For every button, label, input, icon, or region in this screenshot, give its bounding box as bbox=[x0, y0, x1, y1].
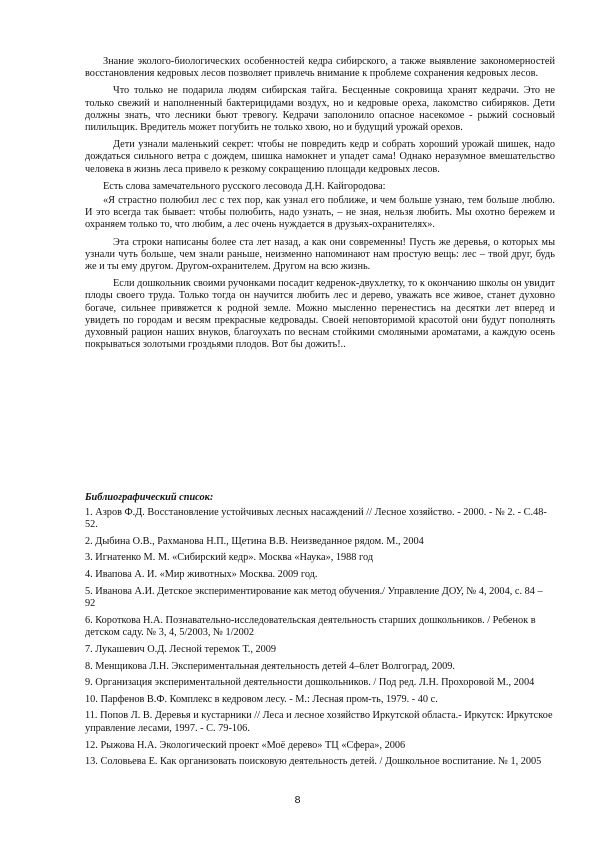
paragraph-taiga: Что только не подарила людям сибирская тайга. Бесценные сокровища хранят кедрачи. Это не только свежий и наполненный бактерицидами воздух, но и кедровые ореха, лакомство сибиряков. Дети должны знать, что лесники бьют тревогу. Кедрачи заполонило опасное насекомое - рыжий сосновый пилильщик. Вредитель может погубить не только хвою, но и будущий урожай орехов. bbox=[85, 85, 555, 134]
bibliography-item: 8. Менщикова Л.Н. Экспериментальная деятельность детей 4–6лет Волгоград, 2009. bbox=[85, 660, 455, 672]
bibliography-item: 7. Лукашевич О.Д. Лесной теремок Т., 2009 bbox=[85, 643, 277, 655]
bibliography-item: 12. Рыжова Н.А. Экологический проект «Моё дерево» ТЦ «Сфера», 2006 bbox=[85, 739, 406, 751]
bibliography-item: 10. Парфенов В.Ф. Комплекс в кедровом лесу. - М.: Лесная пром-ть, 1979. - 40 с. bbox=[85, 693, 438, 705]
paragraph-quote: «Я страстно полюбил лес с тех пор, как узнал его поближе, и чем больше узнаю, тем больше люблю. И это всегда так бывает: чтобы полюбить, надо узнать, – не зная, нельзя любить. Мы охотно бережем и охраняем только то, что любим, а лес очень нуждается в друзьях-охранителях». bbox=[85, 195, 555, 231]
bibliography-title: Библиографический список: bbox=[85, 492, 214, 503]
bibliography-item: 5. Иванова А.И. Детское экспериментирование как метод обучения./ Управление ДОУ, № 4, 2004, с. 84 – 92 bbox=[85, 585, 543, 610]
paragraph-lines-written: Эта строки написаны более ста лет назад, а как они современны! Пусть же деревья, о которых мы узнали чуть больше, чем знали раньше, неизменно напоминают нам простую вещь: лес – твой друг, будь же и ты ему другом. Другом-охранителем. Другом на всю жизнь. bbox=[85, 236, 555, 273]
bibliography-item: 4. Ивапова А. И. «Мир животных» Москва. 2009 год. bbox=[85, 568, 318, 580]
body-text bbox=[85, 56, 555, 356]
bibliography-item: 2. Дыбина О.В., Рахманова Н.П., Щетина В.В. Неизведанное рядом. М., 2004 bbox=[85, 535, 424, 547]
bibliography-item: 11. Попов Л. В. Деревья и кустарники // Леса и лесное хозяйство Иркутской областа.- Иркутск: Иркутское управление лесами, 1997. - С. 79-106. bbox=[85, 710, 553, 734]
bibliography bbox=[85, 492, 555, 773]
page-number: 8 bbox=[294, 794, 301, 806]
bibliography-list bbox=[85, 507, 555, 769]
paragraph-quote-intro: Есть слова замечательного русского лесовода Д.Н. Кайгородова: bbox=[103, 180, 386, 192]
bibliography-item: 9. Организация экспериментальной деятельности дошкольников. / Под ред. Л.Н. Прохоровой М., 2004 bbox=[85, 677, 535, 689]
bibliography-item: 3. Игнатенко М. М. «Сибирский кедр». Москва «Наука», 1988 год bbox=[85, 552, 374, 564]
paragraph-secret: Дети узнали маленький секрет: чтобы не повредить кедр и собрать хороший урожай шишек, надо дождаться сильного ветра с дождем, шишка намокнет и упадет сама! Однако неразумное вмешательство человека в жизнь леса привело к резкому сокращению площади кедровых лесов. bbox=[85, 139, 555, 175]
paragraph-intro: Знание эколого-биологических особенностей кедра сибирского, а также выявление закономерностей восстановления кедровых лесов позволяет привлечь внимание к проблеме сохранения кедровых лесов. bbox=[85, 56, 555, 80]
bibliography-item: 13. Соловьева Е. Как организовать поисковую деятельность детей. / Дошкольное воспитание. № 1, 2005 bbox=[85, 756, 542, 768]
paragraph-preschooler: Если дошкольник своими ручонками посадит кедренок-двухлетку, то к окончанию школы он увидит плоды своего труда. Только тогда он научится любить лес и дерево, уважать все живое, станет духовно богаче, сильнее привяжется к родной земле. Можно мысленно перенестись на десятки лет вперед и увидеть по городам и весям прекрасные кедровады. Своей неповторимой красотой они будут пополнять духовный рацион наших внуков, благоухать по веснам стойкими смоляными ароматами, а каждую осень покрываться золотыми гроздьями плодов. Вот бы дожить!.. bbox=[85, 278, 555, 351]
bibliography-item: 1. Азров Ф.Д. Восстановление устойчивых лесных насаждений // Лесное хозяйство. - 2000. - № 2. - С.48-52. bbox=[85, 506, 547, 531]
bibliography-item: 6. Короткова Н.А. Познавательно-исследовательская деятельность старших дошкольников. / Ребенок в детском саду. № 3, 4, 5/2003, № 1/2002 bbox=[85, 614, 536, 639]
